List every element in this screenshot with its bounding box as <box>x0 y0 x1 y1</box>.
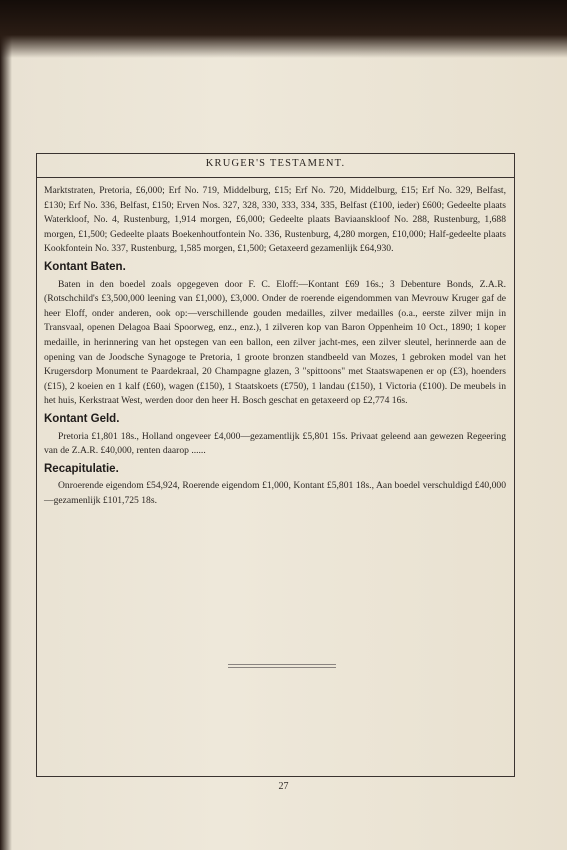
ornamental-rule <box>228 664 336 668</box>
section-heading-kontant-geld: Kontant Geld. <box>44 412 120 425</box>
header-rule-top <box>36 153 515 154</box>
section-body-kontant-baten: Baten in den boedel zoals opgegeven door F. C. Eloff:—Kontant £69 16s.; 3 Debenture Bonds, Z.A.R. (Rotschchild's £3,500,000 leening van £1,000), £3,000. Onder de roerende eigendommen van Mevrouw Kruger gaf de heer Eloff, onder anderen, ook op:—verschillende gouden medailles, zilver medailles (o.a., eerste zilver mijn in Transvaal, openen Delagoa Baai Spoorweg, enz., enz.), 1 zilveren kop van Baron Oppenheim 10 Oct., 1890; 1 koper medaille, in herinnering van het opstegen van een ballon, een zilver jacht-mes, een zilver sleutel, herinnerde aan de opening van de Joodsche Synagoge te Pretoria, 1 groote bronzen standbeeld van Mozes, 1 gebroken model van het Krugersdorp Monument te Paardekraal, 20 Champagne glazen, 3 "spittoons" met Staatswapenen er op (£3), hoenders (£15), 2 koeien en 1 kalf (£60), wagen (£150), 1 Staatskoets (£750), 1 landau (£150), 1 Victoria (£100). De meubels in het huis, Kerkstraat West, werden door den heer H. Bosch geschat en getaxeerd op £2,774 16s. <box>44 278 506 407</box>
header-rule-bottom <box>36 177 515 178</box>
section-body-kontant-geld: Pretoria £1,801 18s., Holland ongeveer £4,000—gezamentlijk £5,801 15s. Privaat geleend aan gewezen Regeering van de Z.A.R. £40,000, renten daarop ...... <box>44 430 506 457</box>
section-heading-recapitulatie: Recapitulatie. <box>44 462 119 475</box>
running-header: KRUGER'S TESTAMENT. <box>205 158 346 169</box>
page-number: 27 <box>278 781 289 792</box>
page-content <box>44 184 506 508</box>
section-body-recapitulatie: Onroerende eigendom £54,924, Roerende eigendom £1,000, Kontant £5,801 18s., Aan boedel verschuldigd £40,000—gezamenlijk £101,725 18s. <box>44 480 506 506</box>
binding-shadow <box>0 0 567 58</box>
intro-paragraph: Marktstraten, Pretoria, £6,000; Erf No. 719, Middelburg, £15; Erf No. 720, Middelburg, £15; Erf No. 329, Belfast, £130; Erf No. 336, Belfast, £150; Erven Nos. 327, 328, 330, 333, 334, 335, Belfast (£100, ieder) £600; Gedeelte plaats Waterkloof, No. 4, Rustenburg, 1,914 morgen, £6,000; Gedeelte plaats Baviaanskloof No. 288, Rustenburg, 1,688 morgen, £1,500; Gedeelte plaats Boekenhoutfontein No. 336, Rustenburg, 4,280 morgen, £10,000; Half-gedeelte plaats Kookfontein No. 337, Rustenburg, 1,585 morgen, £1,500; Getaxeerd gezamenlijk £64,930. <box>44 185 506 255</box>
section-heading-kontant-baten: Kontant Baten. <box>44 260 126 273</box>
